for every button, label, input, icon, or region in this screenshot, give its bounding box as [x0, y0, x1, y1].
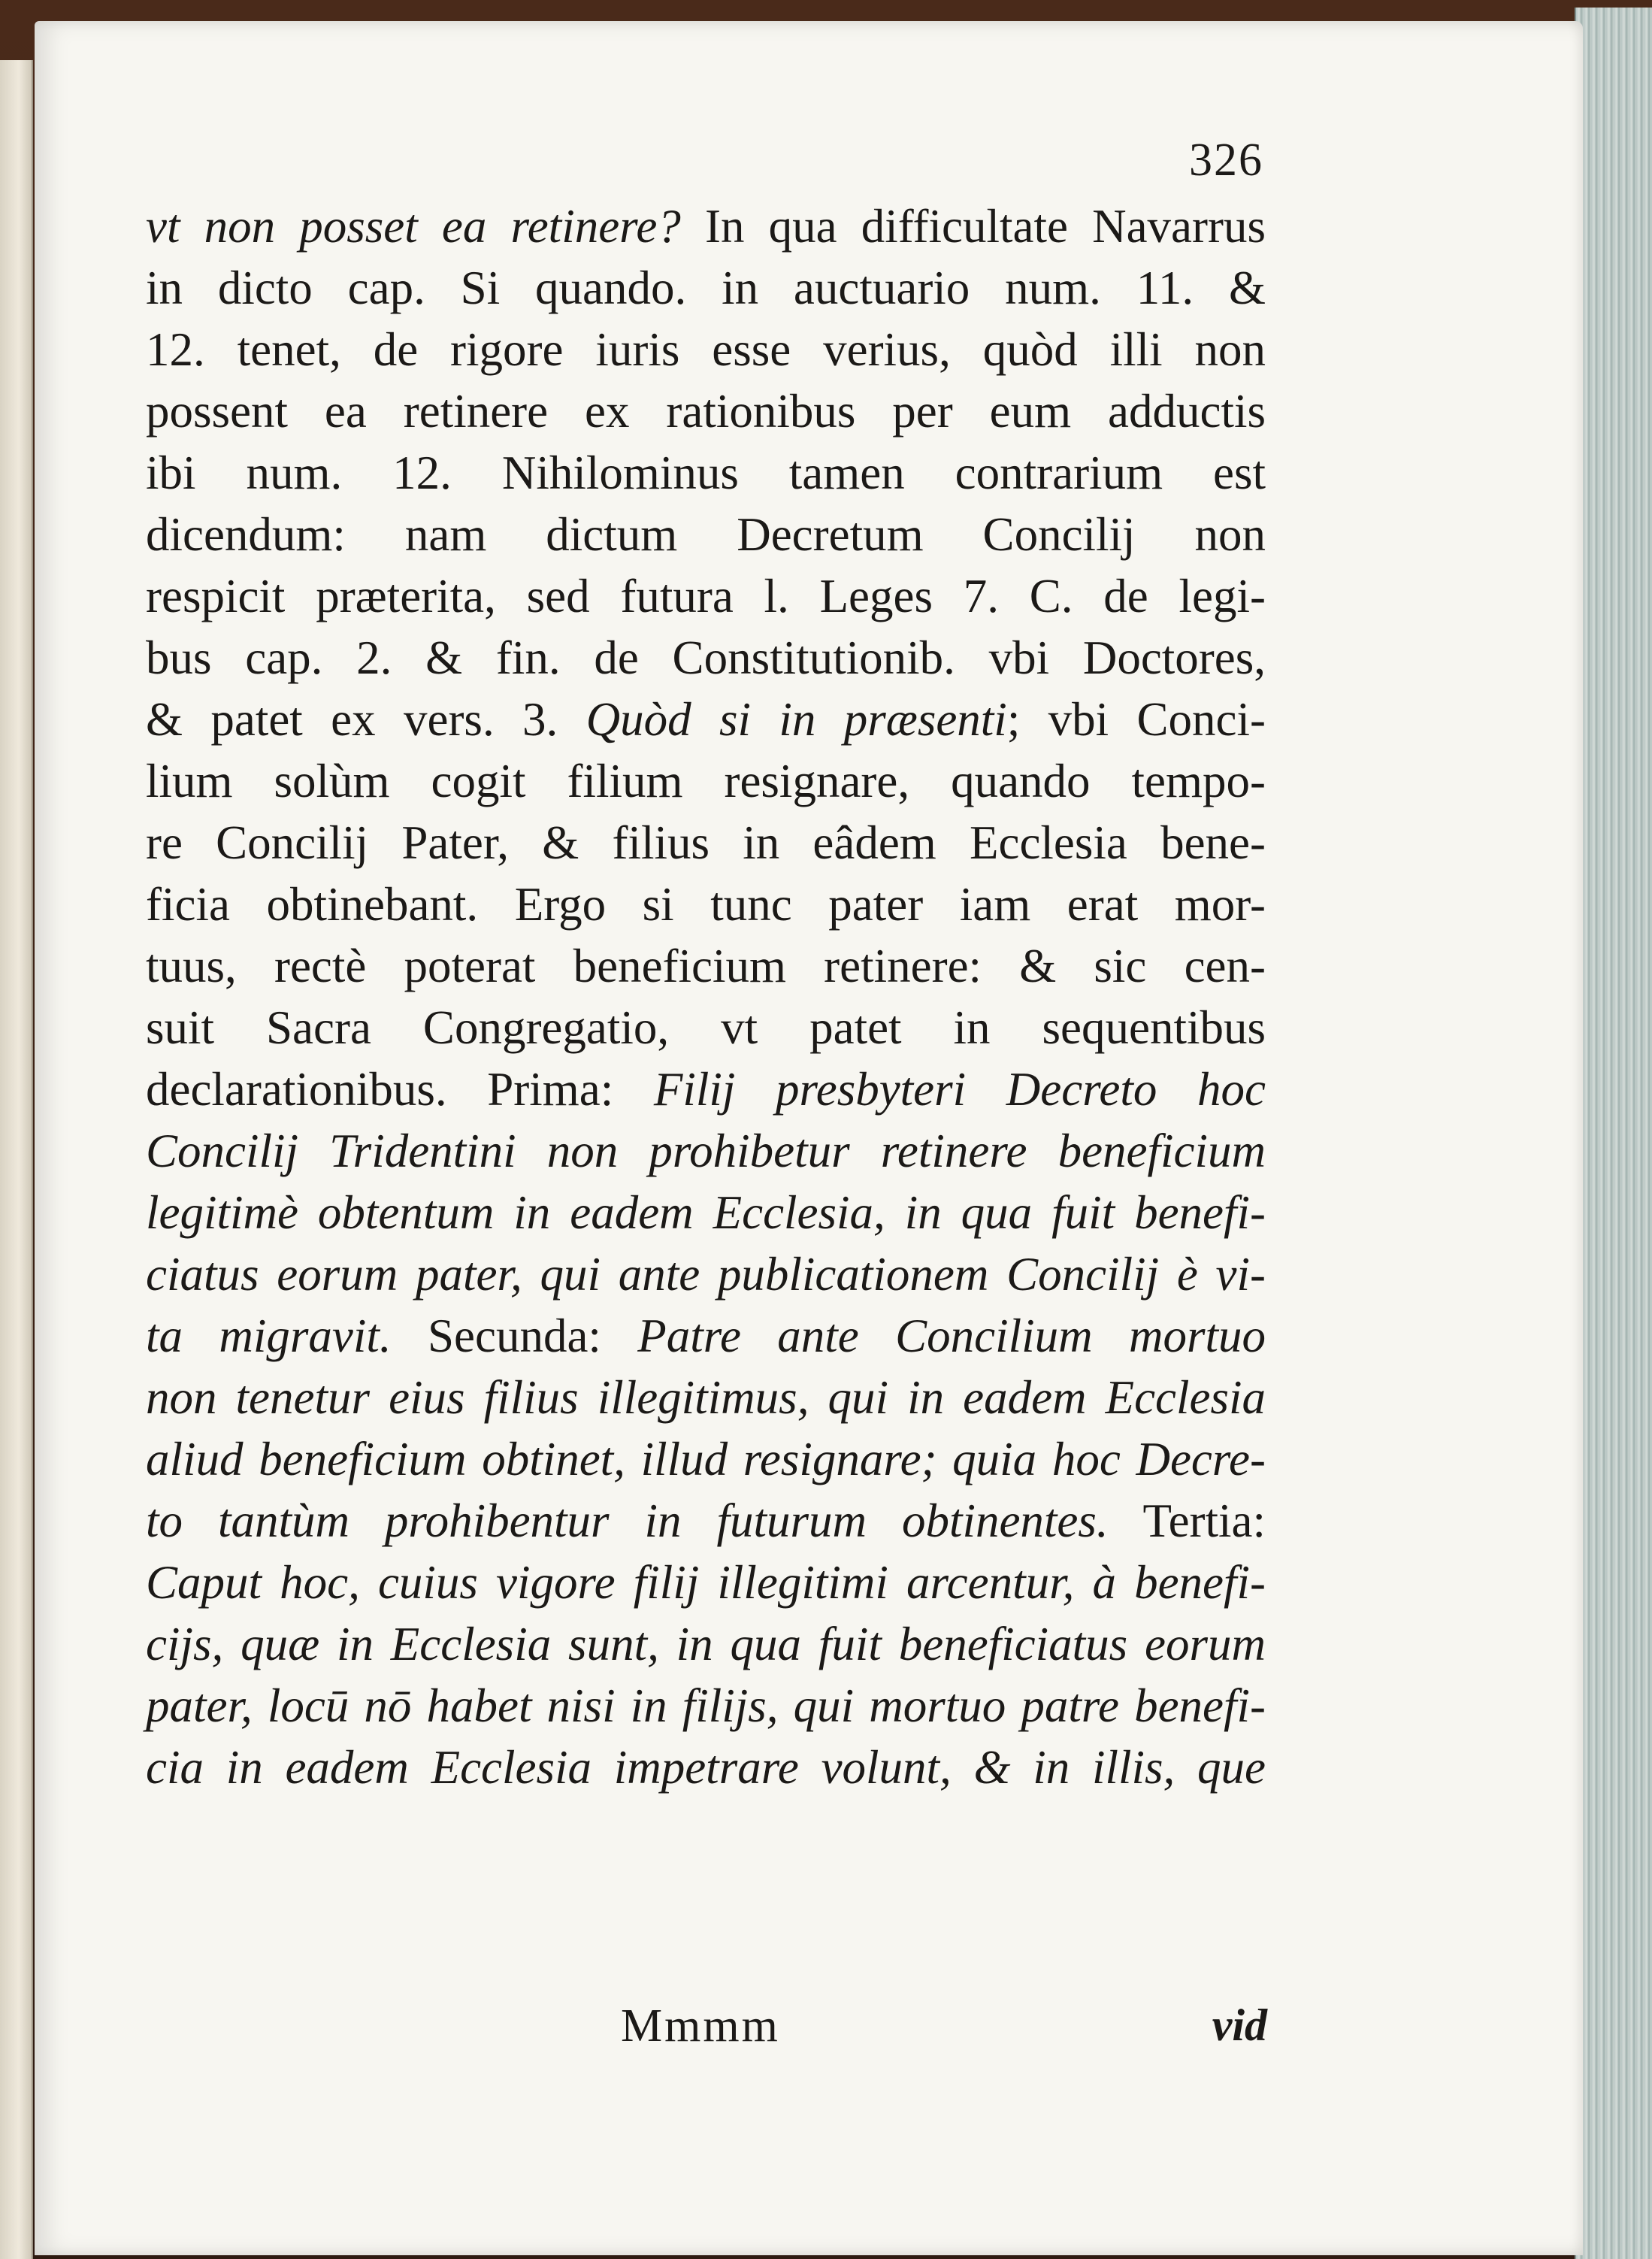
text-line — [146, 380, 1266, 442]
page-edges — [1575, 8, 1652, 2259]
text-segment: ta migravit. — [146, 1310, 392, 1362]
text-segment: Tertia: — [1108, 1494, 1266, 1547]
text-line — [146, 1613, 1266, 1675]
text-segment: vt non posset ea retinere? — [146, 200, 681, 253]
text-segment: Quòd si in præsenti — [585, 693, 1007, 746]
text-line — [146, 1737, 1266, 1798]
text-segment: Patre ante Concilium mortuo — [637, 1310, 1266, 1362]
book-page — [35, 21, 1583, 2255]
text-segment: ; vbi Conci- — [1006, 693, 1266, 746]
text-segment: in dicto cap. Si quando. in auctuario num. 11. & — [146, 262, 1266, 314]
text-line — [146, 1675, 1266, 1737]
text-segment: re Concilij Pater, & filius in eâdem Ecclesia bene- — [146, 816, 1266, 869]
text-segment: Caput hoc, cuius vigore filij illegitimi arcentur, à benefi- — [146, 1556, 1266, 1609]
text-segment: pater, locū nō habet nisi in filijs, qui mortuo patre benefi- — [146, 1679, 1266, 1732]
text-segment: aliud beneficium obtinet, illud resignare; quia hoc Decre- — [146, 1433, 1266, 1485]
text-line — [146, 504, 1266, 565]
text-segment: legitimè obtentum in eadem Ecclesia, in qua fuit benefi- — [146, 1186, 1266, 1239]
text-segment: bus cap. 2. & fin. de Constitutionib. vbi Doctores, — [146, 631, 1266, 684]
text-segment: cia in eadem Ecclesia impetrare volunt, & in illis, que — [146, 1741, 1266, 1794]
text-segment: declarationibus. Prima: — [146, 1063, 654, 1116]
text-segment: respicit præterita, sed futura l. Leges 7. C. de legi- — [146, 570, 1266, 622]
text-segment: to tantùm prohibentur in futurum obtinentes. — [146, 1494, 1109, 1547]
text-segment: & patet ex vers. 3. — [146, 693, 586, 746]
text-segment: Concilij Tridentini non prohibetur retinere beneficium — [146, 1125, 1266, 1177]
text-line — [146, 1243, 1266, 1305]
text-line — [146, 1552, 1266, 1613]
text-segment: Secunda: — [391, 1310, 638, 1362]
text-segment: lium solùm cogit filium resignare, quando tempo- — [146, 755, 1266, 807]
page-number: 326 — [1189, 135, 1263, 186]
text-line — [146, 1305, 1266, 1367]
text-line — [146, 442, 1266, 504]
text-line — [146, 627, 1266, 689]
text-segment: ficia obtinebant. Ergo si tunc pater iam erat mor- — [146, 878, 1266, 931]
text-line — [146, 997, 1266, 1058]
text-line — [146, 195, 1266, 257]
text-segment: ibi num. 12. Nihilominus tamen contrarium est — [146, 447, 1266, 499]
text-segment: possent ea retinere ex rationibus per eum adductis — [146, 385, 1266, 438]
text-line — [146, 1058, 1266, 1120]
text-line — [146, 689, 1266, 750]
text-segment: tuus, rectè poterat beneficium retinere: & sic cen- — [146, 940, 1266, 992]
catchword: vid — [1212, 2000, 1267, 2050]
text-line — [146, 565, 1266, 627]
text-segment: In qua difficultate Navarrus — [680, 200, 1266, 253]
text-segment: Filij presbyteri Decreto hoc — [653, 1063, 1266, 1116]
body-text — [146, 195, 1266, 1798]
text-line — [146, 935, 1266, 997]
left-page-edge — [0, 60, 33, 2259]
signature-mark: Mmmm — [621, 2000, 780, 2052]
text-line — [146, 812, 1266, 874]
text-segment: suit Sacra Congregatio, vt patet in sequentibus — [146, 1001, 1266, 1054]
text-segment: cijs, quæ in Ecclesia sunt, in qua fuit beneficiatus eorum — [146, 1618, 1266, 1670]
text-line — [146, 257, 1266, 319]
text-line — [146, 1428, 1266, 1490]
text-segment: dicendum: nam dictum Decretum Concilij non — [146, 508, 1266, 561]
text-line — [146, 1182, 1266, 1243]
text-line — [146, 1120, 1266, 1182]
text-line — [146, 1490, 1266, 1552]
text-line — [146, 750, 1266, 812]
text-line — [146, 319, 1266, 380]
text-segment: 12. tenet, de rigore iuris esse verius, quòd illi non — [146, 323, 1266, 376]
text-line — [146, 874, 1266, 935]
text-line — [146, 1367, 1266, 1428]
text-segment: non tenetur eius filius illegitimus, qui in eadem Ecclesia — [146, 1371, 1266, 1424]
text-segment: ciatus eorum pater, qui ante publicationem Concilij è vi- — [146, 1248, 1266, 1301]
